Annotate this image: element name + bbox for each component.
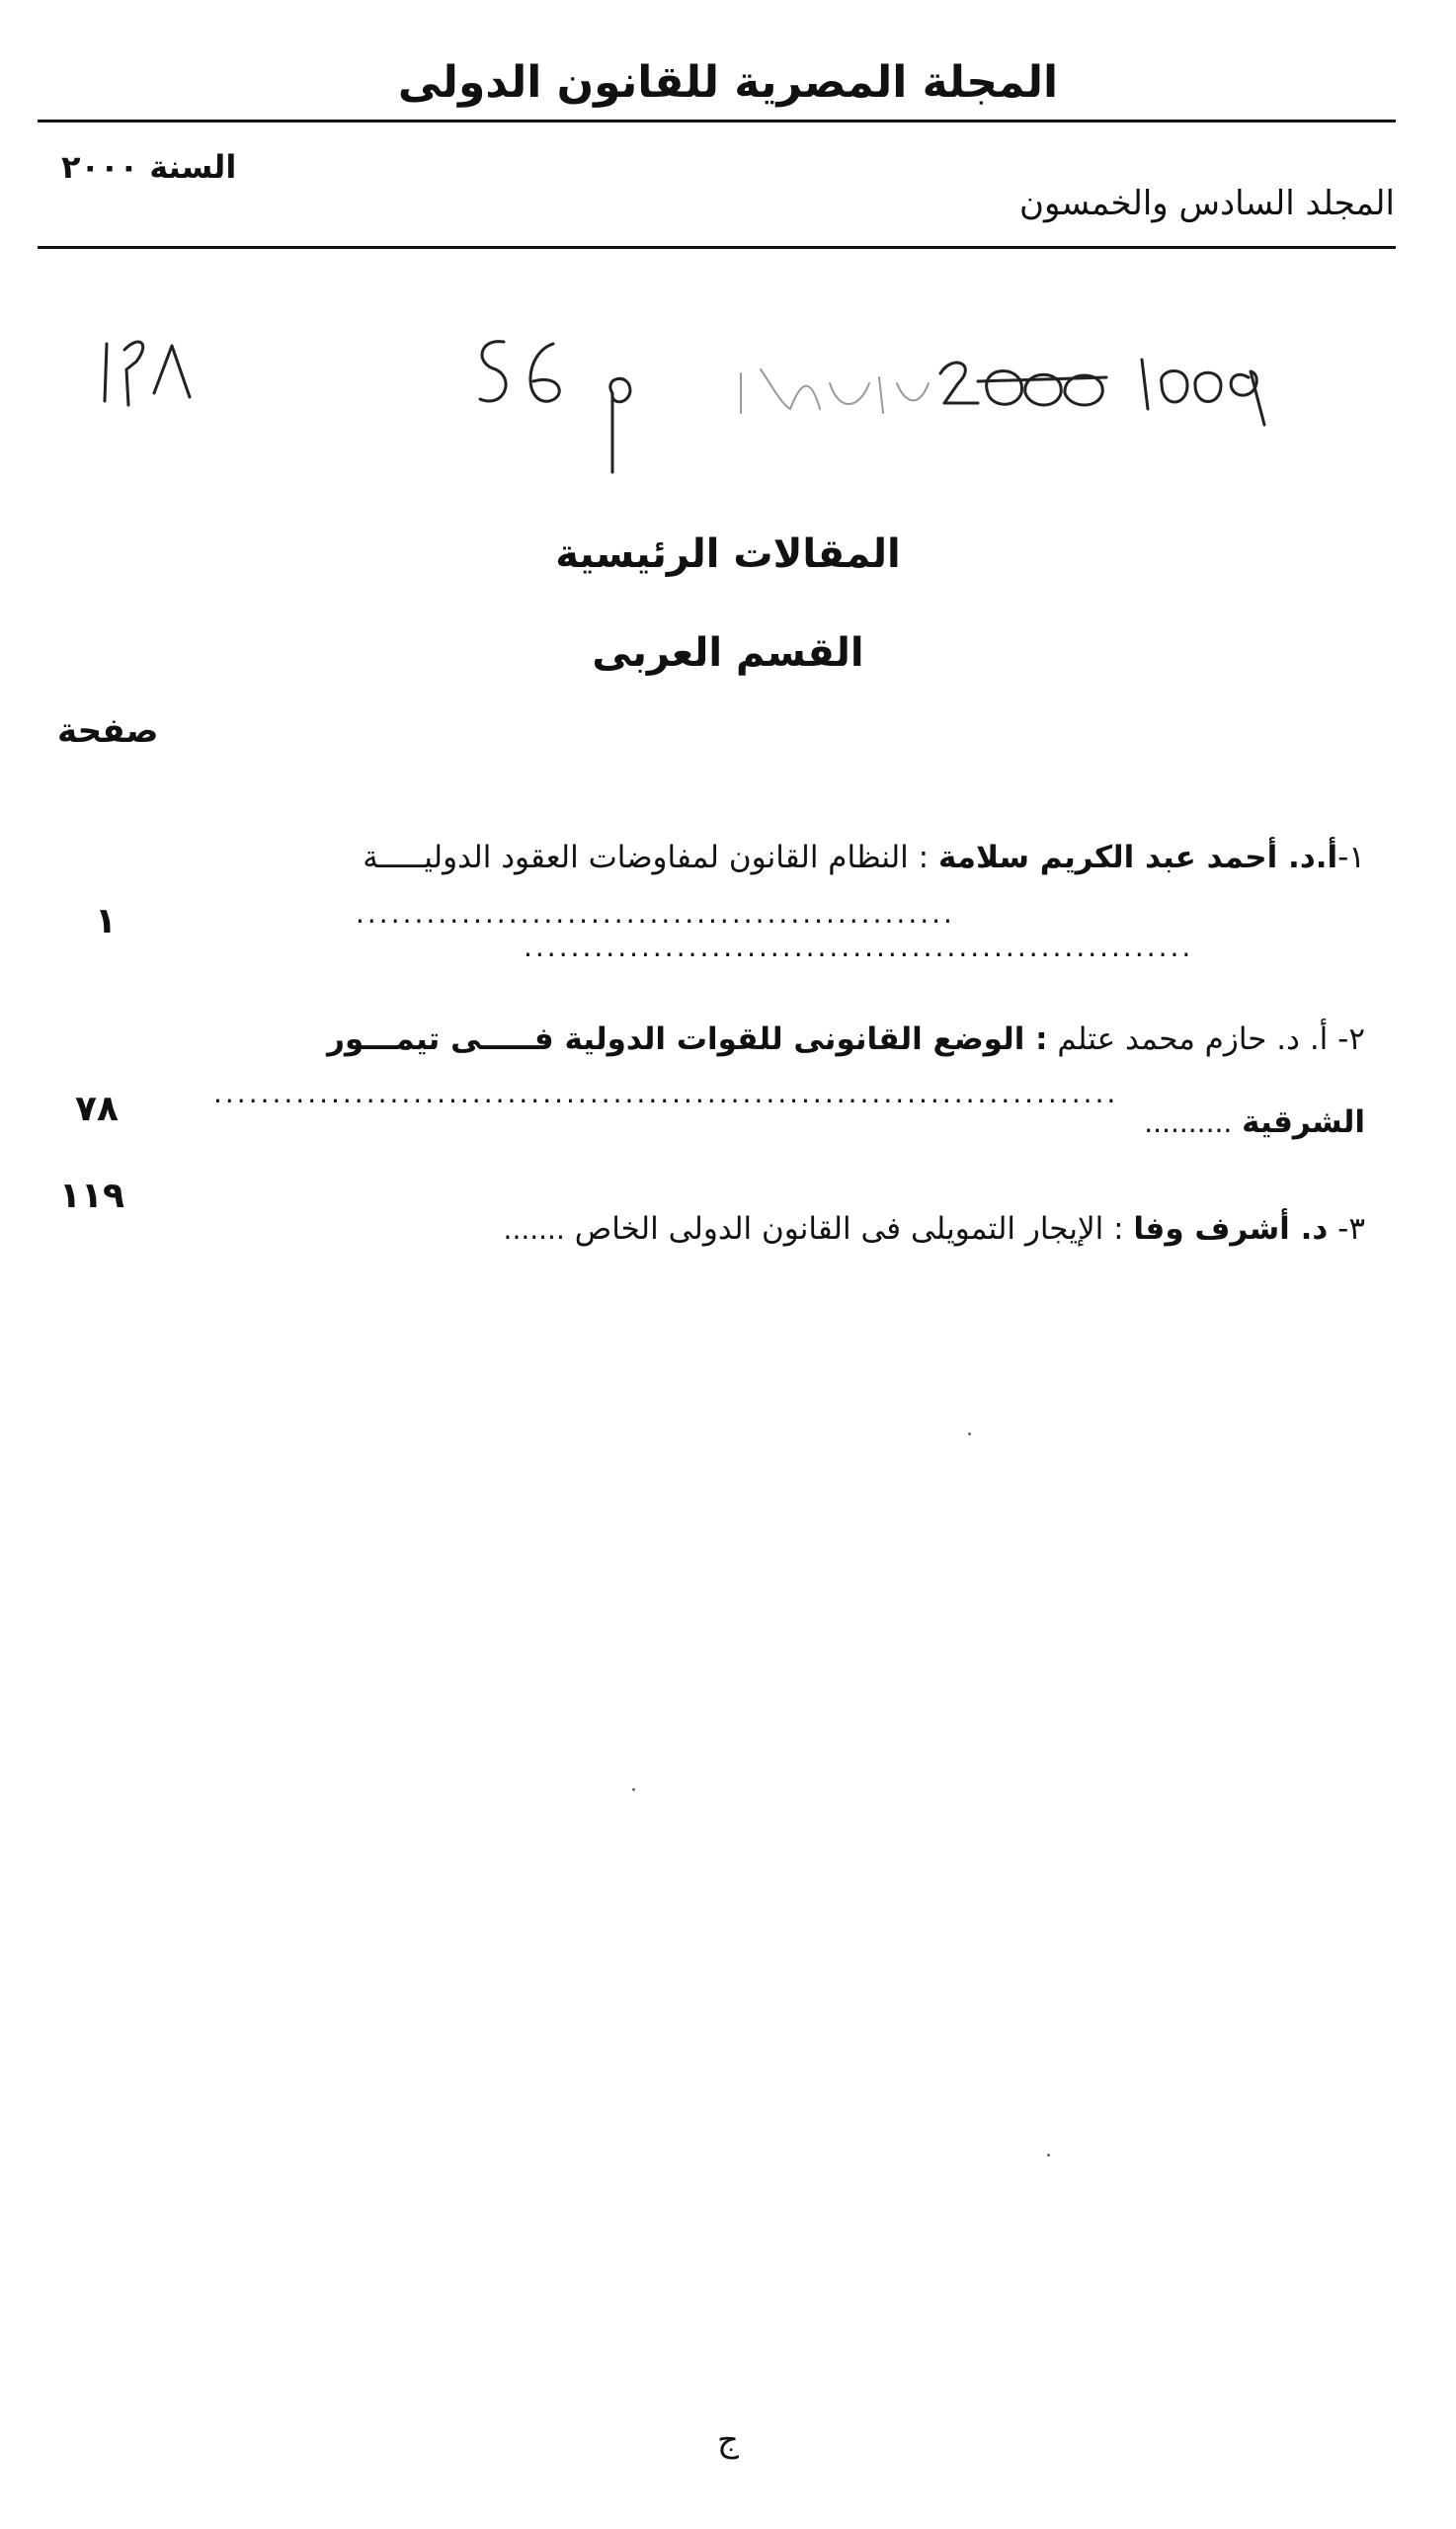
- year-label: السنة ٢٠٠٠: [61, 148, 237, 186]
- toc-entry-page: ٧٨: [75, 1089, 119, 1129]
- journal-title: المجلة المصرية للقانون الدولى: [397, 57, 1059, 108]
- toc-leader-dots: ...................................................: [356, 897, 955, 930]
- toc-leader-dots: .......: [503, 1213, 565, 1246]
- header-rule-top: [38, 120, 1396, 122]
- toc-entry-2: [327, 1021, 1365, 1057]
- toc-entry-1: [363, 840, 1365, 875]
- toc-entry-author: أ. د. حازم محمد عتلم: [1057, 1021, 1329, 1057]
- toc-entry-number: ١-: [1337, 840, 1365, 875]
- toc-leader-dots: ..........: [1144, 1106, 1233, 1139]
- toc-entry-2-continuation: [1144, 1104, 1365, 1140]
- toc-entry-title: : الوضع القانونى للقوات الدولية فـــــى تيمـــور: [327, 1021, 1048, 1057]
- toc-entry-title: : الإيجار التمويلى فى القانون الدولى الخاص: [574, 1211, 1124, 1247]
- scan-speck: [968, 1432, 971, 1435]
- handwritten-annotation: [89, 314, 1304, 482]
- toc-entry-page: ١: [95, 901, 117, 941]
- toc-entry-number: ٣-: [1337, 1211, 1365, 1247]
- header-rule-bottom: [38, 246, 1396, 249]
- subsection-heading: القسم العربى: [592, 630, 864, 676]
- page-column-header: صفحة: [57, 711, 159, 751]
- footer-page-letter: ج: [717, 2420, 739, 2460]
- toc-entry-title: : النظام القانون لمفاوضات العقود الدوليـــــة: [363, 840, 930, 875]
- toc-entry-title-continuation: الشرقية: [1242, 1104, 1365, 1140]
- toc-leader-dots: .............................................................................: [213, 1077, 1119, 1109]
- volume-label: المجلد السادس والخمسون: [1019, 184, 1395, 223]
- toc-entry-3: [504, 1211, 1365, 1247]
- toc-entry-page: ١١٩: [59, 1176, 124, 1216]
- toc-entry-author: أ.د. أحمد عبد الكريم سلامة: [937, 840, 1338, 875]
- scan-speck: [632, 1788, 635, 1791]
- section-heading: المقالات الرئيسية: [555, 531, 901, 577]
- toc-leader-dots: .........................................................: [524, 931, 1194, 963]
- toc-entry-author: د. أشرف وفا: [1133, 1211, 1329, 1247]
- scan-speck: [1047, 2154, 1050, 2157]
- toc-entry-number: ٢-: [1337, 1021, 1365, 1057]
